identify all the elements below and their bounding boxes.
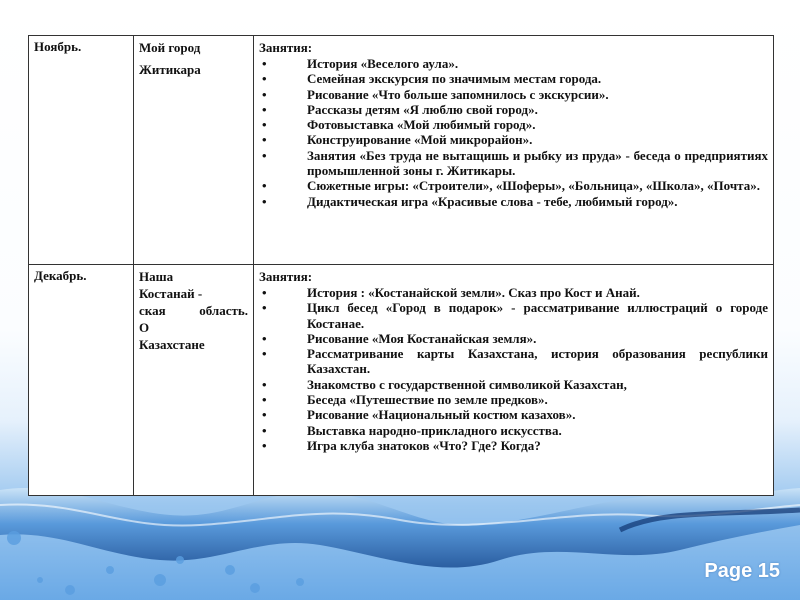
activity-text: Конструирование «Мой микрорайон». bbox=[307, 132, 533, 148]
activity-text: Цикл бесед «Город в подарок» - рассматривание иллюстраций о городе Костанае. bbox=[307, 300, 768, 331]
bullet-icon: • bbox=[262, 71, 267, 87]
activities-title: Занятия: bbox=[259, 40, 313, 55]
topic-line: О bbox=[139, 320, 150, 335]
activity-item bbox=[259, 56, 768, 71]
bullet-icon: • bbox=[262, 437, 267, 453]
activities-list bbox=[259, 56, 768, 209]
topic-line: Казахстане bbox=[139, 337, 205, 352]
activity-text: Рассматривание карты Казахстана, история образования республики Казахстан. bbox=[307, 346, 768, 377]
activity-item bbox=[259, 71, 768, 86]
activity-item bbox=[259, 285, 768, 300]
activities-list bbox=[259, 285, 768, 453]
activity-item bbox=[259, 102, 768, 117]
activity-text: Знакомство с государственной символикой Казахстан, bbox=[307, 376, 627, 392]
bullet-icon: • bbox=[262, 86, 267, 102]
topic-line: Житикара bbox=[139, 62, 201, 77]
bullet-icon: • bbox=[262, 407, 267, 423]
bullet-icon: • bbox=[262, 346, 267, 362]
topic-cell bbox=[134, 36, 254, 265]
bullet-icon: • bbox=[262, 132, 267, 148]
activity-item bbox=[259, 178, 768, 193]
bullet-icon: • bbox=[262, 300, 267, 316]
activity-item bbox=[259, 87, 768, 102]
bullet-icon: • bbox=[262, 147, 267, 163]
page-number: Page 15 bbox=[704, 560, 780, 582]
bullet-icon: • bbox=[262, 330, 267, 346]
activity-item bbox=[259, 117, 768, 132]
activities-cell bbox=[254, 265, 774, 496]
activity-item bbox=[259, 331, 768, 346]
bullet-icon: • bbox=[262, 117, 267, 133]
bullet-icon: • bbox=[262, 193, 267, 209]
activity-text: Рисование «Национальный костюм казахов». bbox=[307, 407, 576, 423]
month-label: Ноябрь. bbox=[34, 39, 82, 54]
activity-item bbox=[259, 407, 768, 422]
activity-text: Дидактическая игра «Красивые слова - тебе, любимый город». bbox=[307, 193, 678, 209]
activity-text: Рисование «Моя Костанайская земля». bbox=[307, 330, 537, 346]
activity-text: Игра клуба знатоков «Что? Где? Когда? bbox=[307, 437, 541, 453]
activity-text: Занятия «Без труда не вытащишь и рыбку из пруда» - беседа о предприятиях промышленной зоны г. Житикары. bbox=[307, 147, 768, 179]
month-cell bbox=[29, 36, 134, 265]
bullet-icon: • bbox=[262, 101, 267, 117]
activity-text: Сюжетные игры: «Строители», «Шоферы», «Больница», «Школа», «Почта». bbox=[307, 178, 760, 194]
activity-text: Рисование «Что больше запомнилось с экскурсии». bbox=[307, 86, 609, 102]
month-label: Декабрь. bbox=[34, 268, 87, 283]
plan-table bbox=[28, 35, 774, 496]
topic-line: Костанай - bbox=[139, 286, 203, 301]
activity-text: История : «Костанайской земли». Сказ про Кост и Анай. bbox=[307, 285, 640, 300]
bullet-icon: • bbox=[262, 392, 267, 408]
topic-cell bbox=[134, 265, 254, 496]
activity-item bbox=[259, 132, 768, 147]
topic-line: Наша bbox=[139, 269, 174, 284]
bullet-icon: • bbox=[262, 376, 267, 392]
activity-item bbox=[259, 300, 768, 331]
activity-text: Выставка народно-прикладного искусства. bbox=[307, 422, 562, 438]
activity-item bbox=[259, 148, 768, 179]
activity-text: Беседа «Путешествие по земле предков». bbox=[307, 392, 548, 408]
activity-text: Фотовыставка «Мой любимый город». bbox=[307, 117, 536, 133]
activity-text: История «Веселого аула». bbox=[307, 56, 459, 71]
activity-item bbox=[259, 194, 768, 209]
activity-text: Семейная экскурсия по значимым местам города. bbox=[307, 71, 602, 87]
activities-title: Занятия: bbox=[259, 269, 313, 284]
activity-item bbox=[259, 377, 768, 392]
month-cell bbox=[29, 265, 134, 496]
bullet-icon: • bbox=[262, 422, 267, 438]
activity-item bbox=[259, 423, 768, 438]
table-row bbox=[29, 36, 774, 265]
topic-line: ская область. bbox=[139, 303, 248, 318]
topic-line: Мой город bbox=[139, 40, 201, 55]
activity-item bbox=[259, 438, 768, 453]
activity-text: Рассказы детям «Я люблю свой город». bbox=[307, 101, 538, 117]
bullet-icon: • bbox=[262, 178, 267, 194]
activities-cell bbox=[254, 36, 774, 265]
bullet-icon: • bbox=[262, 285, 267, 300]
activity-item bbox=[259, 346, 768, 377]
table-row bbox=[29, 265, 774, 496]
bullet-icon: • bbox=[262, 56, 267, 71]
activity-item bbox=[259, 392, 768, 407]
